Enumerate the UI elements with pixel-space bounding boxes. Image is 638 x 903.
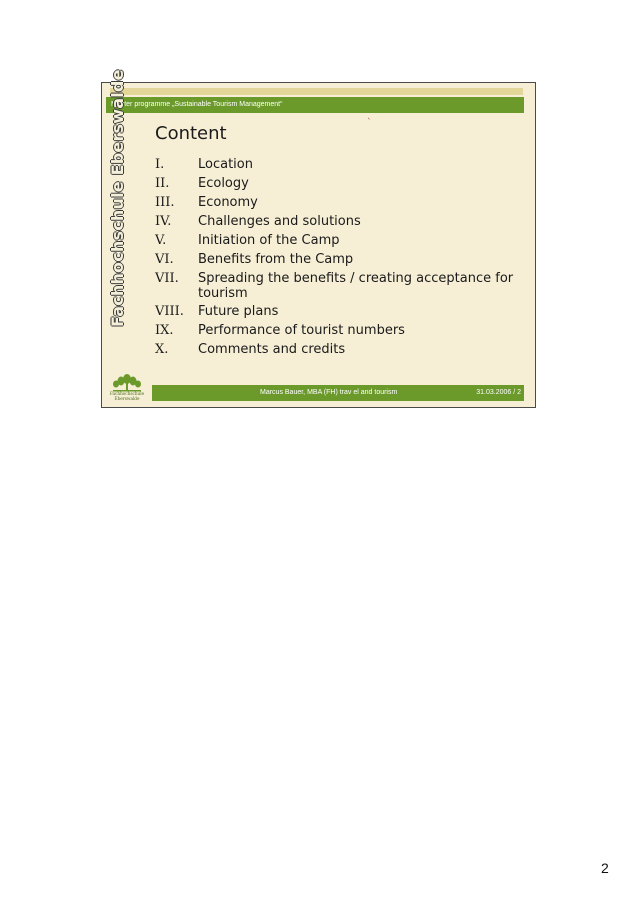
list-item xyxy=(155,232,520,249)
list-item xyxy=(155,303,520,320)
list-item-number: II. xyxy=(155,176,170,191)
header-text: Master programme „Sustainable Tourism Management“ xyxy=(111,101,283,108)
list-item xyxy=(155,194,520,211)
list-item xyxy=(155,270,520,301)
list-item-text: Future plans xyxy=(198,304,279,319)
top-stripe xyxy=(110,88,523,95)
side-vertical-text: Fachhochschule Eberswalde xyxy=(108,69,127,327)
list-item-number: IX. xyxy=(155,323,174,338)
list-item xyxy=(155,156,520,173)
table-of-contents xyxy=(155,156,520,360)
list-item-text: Initiation of the Camp xyxy=(198,233,340,248)
list-item-text: Spreading the benefits / creating acceptance for tourism xyxy=(198,271,514,301)
list-item xyxy=(155,322,520,339)
list-item-text: Location xyxy=(198,157,253,172)
list-item xyxy=(155,213,520,230)
list-item-number: III. xyxy=(155,195,175,210)
logo-line-1: Fachhochschule xyxy=(109,391,145,396)
list-item xyxy=(155,341,520,358)
footer-author: Marcus Bauer, MBA (FH) trav el and tourism xyxy=(260,389,398,396)
list-item-text: Benefits from the Camp xyxy=(198,252,354,267)
logo-text xyxy=(107,392,147,401)
list-item-number: VII. xyxy=(155,271,179,286)
page-number: 2 xyxy=(601,860,609,876)
tree-logo-icon xyxy=(107,373,147,393)
list-item-text: Challenges and solutions xyxy=(198,214,361,229)
logo xyxy=(107,373,147,403)
header-bar xyxy=(106,97,524,113)
tick-mark-icon: ` xyxy=(367,118,372,128)
list-item xyxy=(155,251,520,268)
list-item-number: I. xyxy=(155,157,165,172)
logo-line-2: Eberswalde xyxy=(114,395,140,401)
list-item-text: Economy xyxy=(198,195,258,210)
list-item-text: Ecology xyxy=(198,176,249,191)
content-title: Content xyxy=(155,123,227,144)
slide xyxy=(101,69,536,408)
list-item-number: V. xyxy=(155,233,167,248)
list-item-text: Comments and credits xyxy=(198,342,346,357)
list-item-number: VIII. xyxy=(155,304,184,319)
footer-bar xyxy=(152,385,524,401)
list-item-number: VI. xyxy=(155,252,174,267)
list-item-text: Performance of tourist numbers xyxy=(198,323,405,338)
footer-date: 31.03.2006 / 2 xyxy=(476,389,521,396)
list-item xyxy=(155,175,520,192)
list-item-number: IV. xyxy=(155,214,172,229)
list-item-number: X. xyxy=(155,342,169,357)
